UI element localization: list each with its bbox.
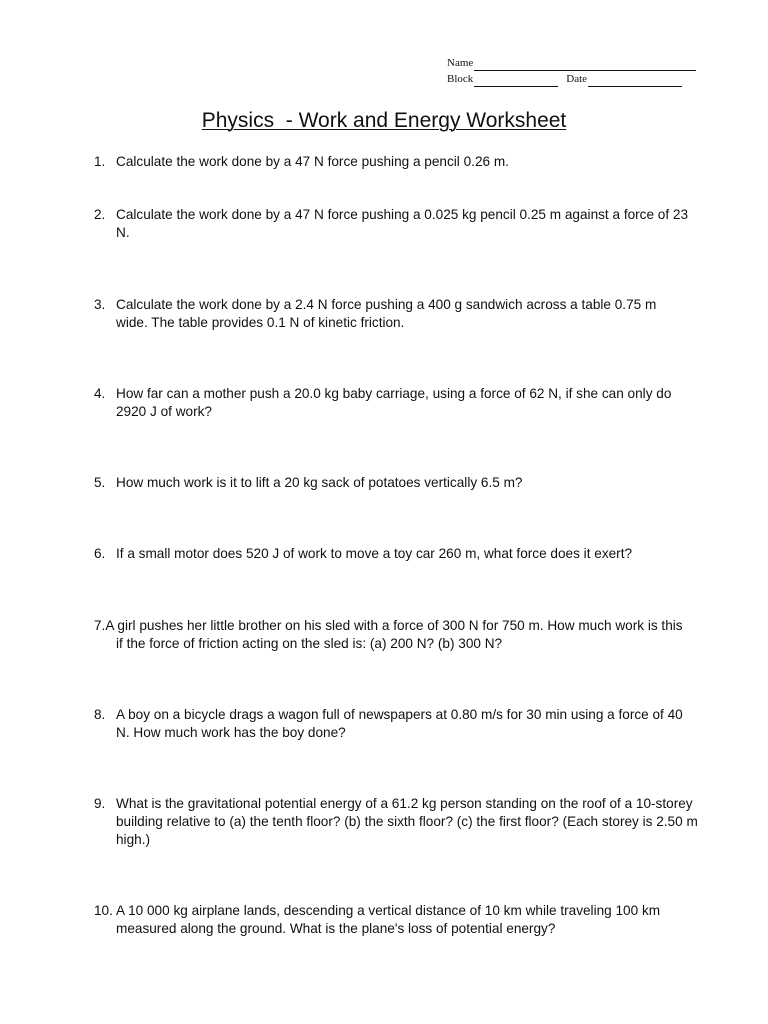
question-10 [94, 902, 704, 938]
question-number: 3. [94, 297, 106, 312]
question-number: 4. [94, 386, 106, 401]
question-number: 9. [94, 796, 106, 811]
question-text: A boy on a bicycle drags a wagon full of newspapers at 0.80 m/s for 30 min using a force of 40 N. How much work has the boy done? [116, 707, 683, 740]
question-number: 10. [94, 903, 113, 918]
question-text: If a small motor does 520 J of work to move a toy car 260 m, what force does it exert? [116, 546, 633, 561]
block-label: Block [447, 73, 474, 85]
question-text: How far can a mother push a 20.0 kg baby carriage, using a force of 62 N, if she can only do 2920 J of work? [116, 386, 672, 419]
question-text: How much work is it to lift a 20 kg sack of potatoes vertically 6.5 m? [116, 475, 523, 490]
block-blank-line [474, 74, 558, 87]
question-9 [94, 795, 704, 849]
question-number: 2. [94, 207, 106, 222]
question-text: What is the gravitational potential energy of a 61.2 kg person standing on the roof of a 10-storey building relative to (a) the tenth floor? (b) the sixth floor? (c) the first floor? (Each storey is 2.50 m high.) [116, 796, 698, 847]
name-label: Name [447, 57, 474, 69]
question-number: 1. [94, 154, 106, 169]
question-text: Calculate the work done by a 47 N force pushing a 0.025 kg pencil 0.25 m against a force of 23 N. [116, 207, 689, 240]
name-blank-line [474, 58, 696, 71]
question-number: 6. [94, 546, 106, 561]
question-5 [94, 474, 714, 492]
date-blank-line [588, 74, 682, 87]
question-text: Calculate the work done by a 2.4 N force pushing a 400 g sandwich across a table 0.75 m wide. The table provides 0.1 N of kinetic friction. [116, 297, 657, 330]
page-title [0, 108, 768, 134]
question-3 [94, 296, 684, 332]
question-8 [94, 706, 684, 742]
block-date-field-row [447, 71, 707, 87]
question-number: 5. [94, 475, 106, 490]
date-label: Date [566, 73, 588, 85]
question-text: Calculate the work done by a 47 N force pushing a pencil 0.26 m. [116, 154, 509, 169]
question-number: 8. [94, 707, 106, 722]
question-7 [94, 617, 684, 653]
page-title-text: Physics - Work and Energy Worksheet [201, 109, 567, 132]
question-2 [94, 206, 694, 242]
student-info-fields [447, 55, 707, 87]
question-text: A girl pushes her little brother on his sled with a force of 300 N for 750 m. How much work is this if the force of friction acting on the sled is: (a) 200 N? (b) 300 N? [105, 618, 683, 651]
question-4 [94, 385, 694, 421]
question-6 [94, 545, 734, 563]
name-field-row [447, 55, 707, 71]
question-wrap [94, 617, 684, 653]
question-1 [94, 153, 714, 171]
question-text: A 10 000 kg airplane lands, descending a vertical distance of 10 km while traveling 100 km measured along the ground. What is the plane's loss of potential energy? [116, 903, 661, 936]
question-number: 7. [94, 618, 106, 633]
